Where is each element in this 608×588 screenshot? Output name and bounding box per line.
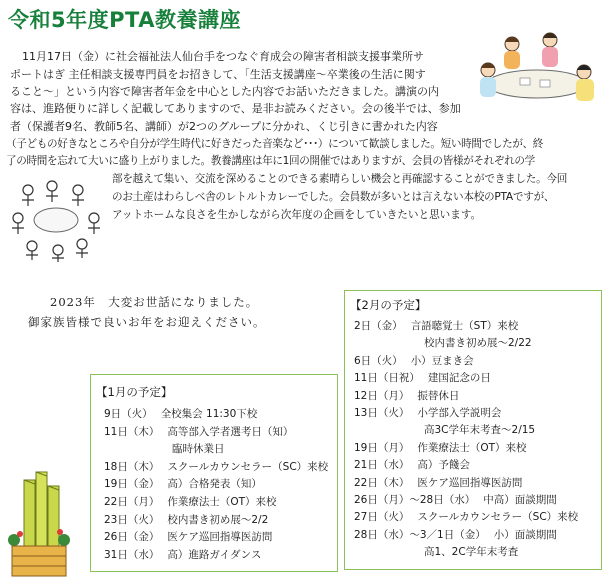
kadomatsu-illustration [4,470,74,582]
event-text: 作業療法士（OT）来校 [417,441,527,454]
article-line: アットホームな良さを生かしながら次年度の企画をしていきたいと思います。 [112,209,482,221]
event-date: 13日（火） [354,407,410,419]
event-text: 高）進路ガイダンス [167,548,262,561]
event-date: 18日（木） [104,460,160,473]
schedule-event [104,459,328,474]
article-line: 容は、進路便りに詳しく記載してありますので、是非お読みください。会の後半では、参加 [10,102,461,115]
event-text: 建国記念の日 [427,372,491,385]
event-date: 31日（水） [104,548,160,561]
event-date: 21日（水） [354,459,410,472]
event-text: 作業療法士（OT）来校 [167,496,277,508]
schedule-event [104,547,261,562]
event-text: 医ケア巡回指導医訪問 [167,531,273,544]
schedule-event [354,457,470,472]
schedule-event [354,492,557,507]
event-date: 28日（水）〜3／1日（金） [354,528,486,541]
schedule-event [104,406,257,421]
article-line: 者（保護者9名、教師5名、講師）が2つのグループに分かれ、くじ引きに書かれた内容 [10,120,438,133]
event-text: 小学部入学説明会 [417,407,502,419]
article-line: 了の時間を忘れて大いに盛り上がりました。教養講座は年に1回の開催ではありますが、会員の皆様がそれぞれの学 [6,155,535,167]
event-date: 19日（金） [104,478,160,491]
schedule-event [424,335,532,350]
event-text: 小）面談期間 [493,528,557,541]
event-text: 高等部入学者選考日（知） [167,425,294,438]
event-text: 医ケア巡回指導医訪問 [417,476,523,489]
greeting-line-1: 2023年 大変お世話になりました。 [50,295,259,309]
event-date: 9日（火） [104,408,153,420]
schedule-event [104,476,262,491]
schedule-event [104,494,277,509]
event-text: スクールカウンセラー（SC）来校 [167,460,329,473]
schedule-event [354,353,474,368]
schedule-event [354,388,459,403]
schedule-event [104,529,272,544]
event-date: 22日（木） [354,476,410,489]
schedule-event [104,424,293,439]
article-line: （子どもの好きなところや自分が学生時代に好きだった音楽など･･･）について歓談しました。短い時間でしたが、終 [6,138,544,150]
february-title: 【2月の予定】 [350,298,427,312]
event-date: 22日（月） [104,496,160,508]
schedule-event [354,440,527,455]
event-date: 11日（木） [104,425,160,438]
event-date: 12日（月） [354,389,410,402]
meeting-illustration [470,24,604,116]
event-date: 26日（金） [104,531,160,544]
schedule-event [172,441,225,456]
event-date: 6日（火） [354,354,403,367]
article-line: 11月17日（金）に社会福祉法人仙台手をつなぐ育成会の障害者相談支援事業所サ [22,50,424,63]
schedule-event [354,318,518,333]
event-text: 高1、2C学年末考査 [424,546,519,559]
event-text: 小）豆まき会 [410,354,474,367]
schedule-event [104,512,268,527]
event-text: 中高）面談期間 [483,494,557,506]
event-text: スクールカウンセラー（SC）来校 [417,511,579,524]
event-date: 19日（月） [354,441,410,454]
event-text: 校内書き初め展〜2/22 [424,337,532,350]
event-date: 27日（火） [354,511,410,524]
event-text: 高3C学年末考査〜2/15 [424,424,536,437]
schedule-event [354,405,501,420]
event-text: 全校集会 11:30下校 [160,408,258,420]
article-line: のお土産はわらしべ舎のレトルトカレーでした。会員数が多いとは言えない本校のPTAですが、 [112,191,555,203]
event-date: 26日（月）〜28日（水） [354,494,476,506]
group-discussion-illustration [8,178,108,262]
event-date: 23日（火） [104,513,160,526]
schedule-event [424,422,535,437]
article-line: 部を越えて集い、交流を深めることのできる素晴らしい機会と再確認することができました。今回 [112,173,568,185]
event-text: 振替休日 [417,389,460,402]
greeting-line-2: 御家族皆様で良いお年をお迎えください。 [28,315,266,329]
event-text: 高）予餞会 [417,459,470,472]
schedule-event [354,475,522,490]
schedule-event [354,509,578,524]
article-title: 令和5年度PTA教養講座 [8,8,241,32]
event-text: 高）合格発表（知） [167,478,262,491]
schedule-event [354,527,557,542]
article-line: ること〜」という内容で障害者年金を中心とした内容でお話いただきました。講演の内 [10,85,439,98]
january-title: 【1月の予定】 [96,385,173,399]
event-text: 言語聴覚士（ST）来校 [410,320,519,332]
event-text: 校内書き初め展〜2/2 [167,513,269,526]
event-date: 2日（金） [354,320,403,332]
event-date: 11日（日祝） [354,372,420,385]
schedule-event [354,370,491,385]
schedule-event [424,544,518,559]
event-text: 臨時休業日 [172,443,225,456]
article-line: ポートはぎ 主任相談支援専門員をお招きして、「生活支援講座〜卒業後の生活に関す [10,68,426,81]
